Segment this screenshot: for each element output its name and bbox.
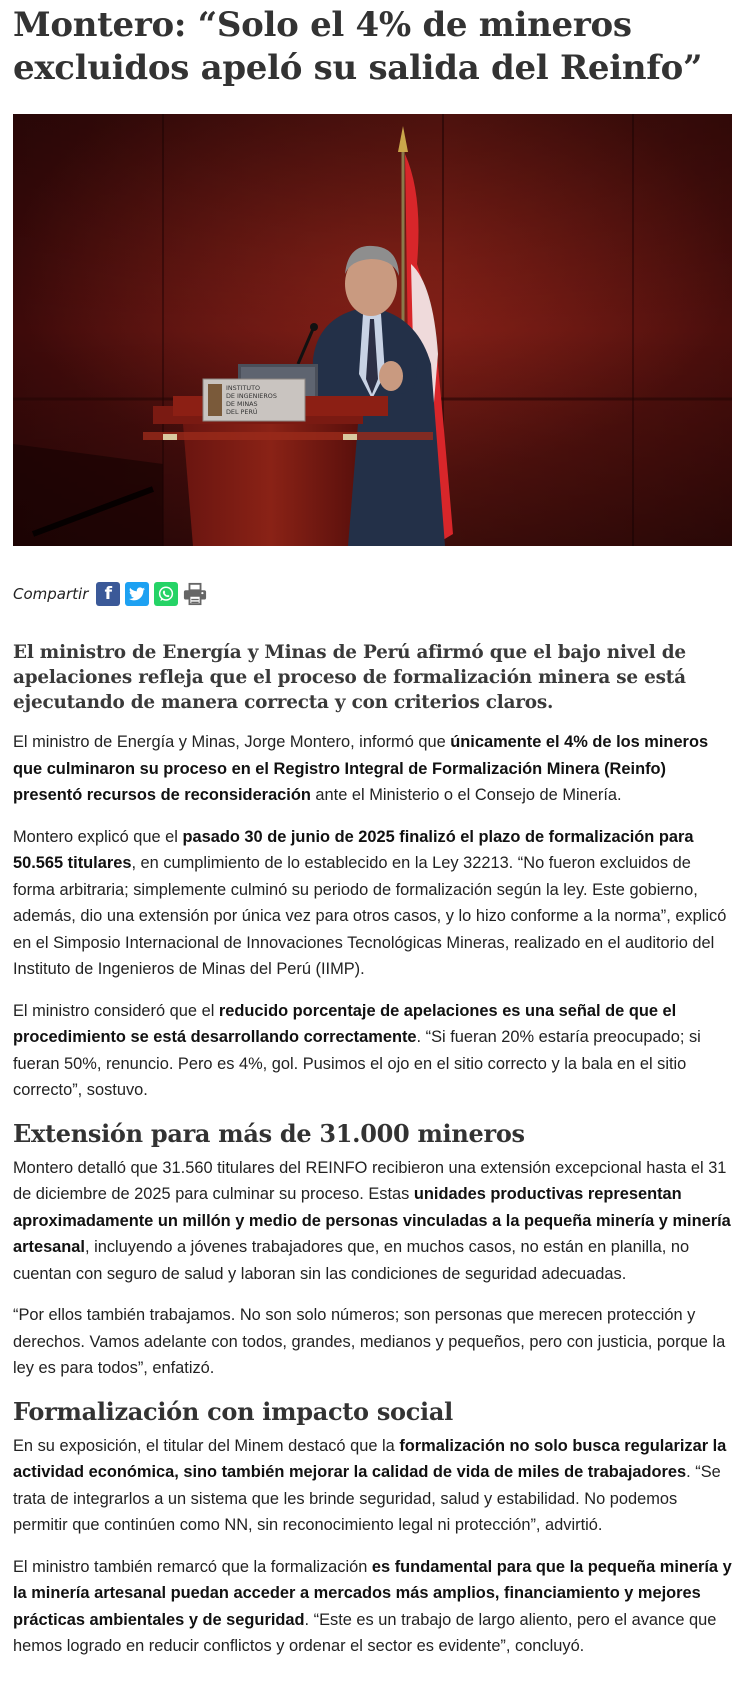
bold-text: formalización no solo busca regularizar la actividad económica, sino también mejorar la calidad de vida de miles de trabajadores (13, 1436, 727, 1481)
podium-sign-line: DEL PERÚ (226, 408, 258, 416)
share-label: Compartir (13, 585, 89, 603)
facebook-share-button[interactable] (96, 582, 120, 606)
article-title: Montero: “Solo el 4% de mineros excluidos apeló su salida del Reinfo” (13, 5, 703, 88)
section-heading: Extensión para más de 31.000 mineros (13, 1118, 525, 1148)
text: . “Si fueran 20% estaría preocupado; si fueran 50%, renuncio. Pero es 4%, gol. Pusimos el ojo en el sitio correcto y la bala en el sitio correcto”, sostuvo. (13, 1028, 701, 1099)
text: . “Se trata de integrarlos a un sistema que les brinde seguridad, salud y estabilidad. No podemos permitir que continúen como NN, sin reconocimiento legal ni protección”, advirtió. (13, 1463, 721, 1534)
text: El ministro consideró que el (13, 1001, 219, 1020)
text: El ministro también remarcó que la formalización (13, 1557, 372, 1576)
twitter-icon (129, 587, 145, 601)
paragraph (13, 998, 733, 1104)
facebook-icon: f (104, 584, 113, 604)
bold-text: reducido porcentaje de apelaciones es una señal de que el procedimiento se está desarrollando correctamente (13, 1001, 677, 1046)
text: . “Este es un trabajo de largo aliento, pero el avance que hemos logrado en reducir conflictos y ordenar el sector es evidente”, concluyó. (13, 1610, 717, 1655)
hero-image (13, 114, 732, 546)
podium-sign-line: INSTITUTO (226, 384, 261, 392)
whatsapp-share-button[interactable] (154, 582, 178, 606)
article (0, 4, 744, 1660)
print-button[interactable] (183, 582, 207, 606)
paragraph (13, 729, 733, 809)
paragraph (13, 1433, 733, 1539)
bold-text: es fundamental para que la pequeña minería y la minería artesanal puedan acceder a mercados más amplios, financiamiento y mejores prácticas ambientales y de seguridad (13, 1557, 732, 1629)
paragraph (13, 1554, 733, 1660)
text: En su exposición, el titular del Minem destacó que la (13, 1436, 400, 1455)
podium-sign-line: DE MINAS (226, 400, 258, 408)
paragraph: “Por ellos también trabajamos. No son solo números; son personas que merecen protección y derechos. Vamos adelante con todos, grandes, medianos y pequeños, pero con justicia, porque la ley es para todos”, enfatizó. (13, 1306, 726, 1377)
article-lead: El ministro de Energía y Minas de Perú afirmó que el bajo nivel de apelaciones refleja que el proceso de formalización minera se está ejecutando de manera correcta y con criterios claros. (13, 642, 686, 713)
bold-text: únicamente el 4% de los mineros que culminaron su proceso en el Registro Integral de Formalización Minera (Reinfo) presentó recursos de reconsideración (13, 733, 709, 804)
printer-icon (183, 582, 207, 606)
text: , incluyendo a jóvenes trabajadores que, en muchos casos, no están en planilla, no cuentan con seguro de salud y laboran sin las condiciones de seguridad adecuadas. (13, 1238, 690, 1283)
text: ante el Ministerio o el Consejo de Minería. (310, 786, 622, 804)
whatsapp-icon (157, 585, 175, 603)
twitter-share-button[interactable] (125, 582, 149, 606)
text: , en cumplimiento de lo establecido en la Ley 32213. “No fueron excluidos de forma arbitraria; simplemente culminó su periodo de formalización según la ley. Este gobierno, además, dio una extensión por única vez para otros casos, y lo hizo conforme a la norma”, explicó en el Simposio Internacional de Innovaciones Tecnológicas Mineras, realizado en el auditorio del Instituto de Ingenieros de Minas del Perú (IIMP). (13, 854, 727, 978)
paragraph (13, 1155, 733, 1288)
section-heading: Formalización con impacto social (13, 1396, 453, 1426)
text: Montero explicó que el (13, 827, 183, 846)
podium-sign-line: DE INGENIEROS (226, 392, 277, 400)
text: El ministro de Energía y Minas, Jorge Montero, informó que (13, 733, 451, 751)
bold-text: pasado 30 de junio de 2025 finalizó el plazo de formalización para 50.565 titulares (13, 827, 694, 872)
text: Montero detalló que 31.560 titulares del REINFO recibieron una extensión excepcional hasta el 31 de diciembre de 2025 para culminar su proceso. Estas (13, 1158, 727, 1203)
bold-text: unidades productivas representan aproximadamente un millón y medio de personas vinculadas a la pequeña minería y minería artesanal (13, 1185, 731, 1256)
paragraph (13, 824, 733, 983)
share-bar (13, 578, 733, 610)
